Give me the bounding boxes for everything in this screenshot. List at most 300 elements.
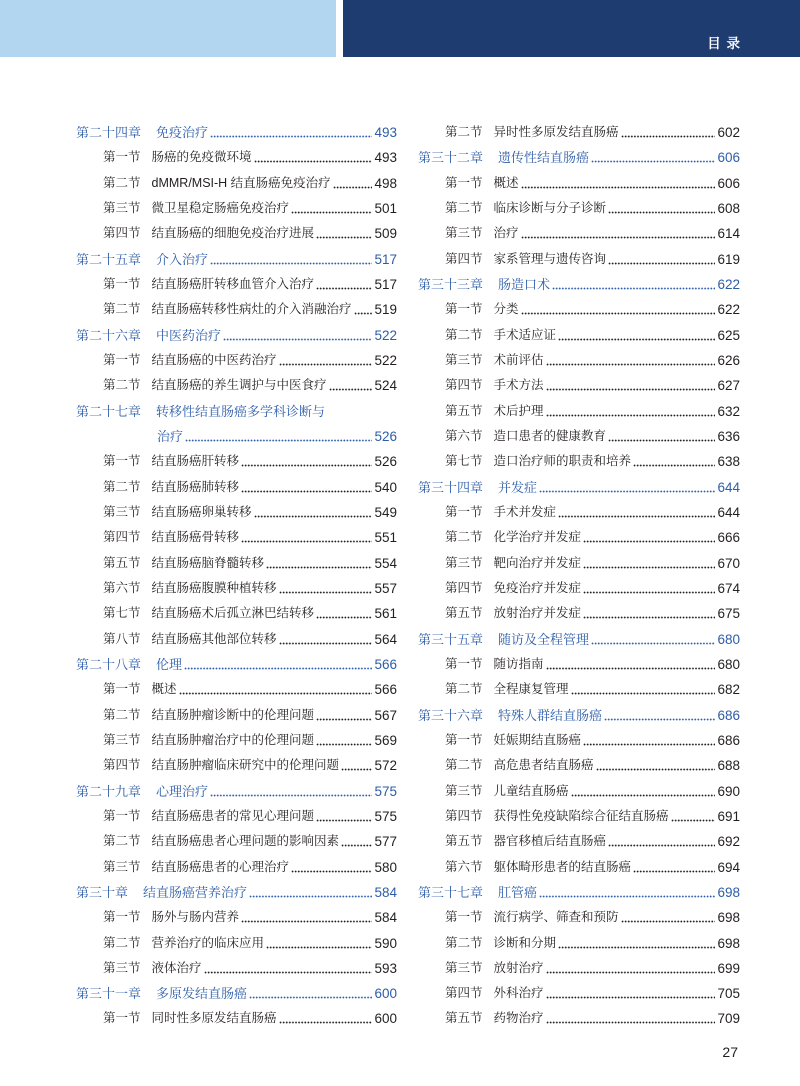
page-number: 691 [717,808,740,824]
chapter-title: 伦理 [156,656,183,672]
section-number: 第一节 [103,150,141,165]
section-title: 结直肠肿瘤临床研究中的伦理问题 [151,758,340,773]
page-number: 600 [374,1011,397,1027]
chapter-title: 并发症 [498,479,538,495]
dot-leader [608,829,715,854]
dot-leader [223,323,372,348]
dot-leader [546,348,716,373]
section-number: 第二节 [103,378,141,393]
section-entry [76,348,397,373]
chapter-title: 肠造口术 [498,276,551,292]
section-entry [76,956,397,981]
section-title: 器官移植后结直肠癌 [493,834,607,849]
chapter-title: 特殊人群结直肠癌 [498,707,603,723]
section-title: 肠癌的免疫微环境 [151,150,252,165]
section-title: 造口治疗师的职责和培养 [493,454,632,469]
dot-leader [279,348,373,373]
dot-leader [241,449,372,474]
section-number: 第七节 [445,454,483,469]
page-number: 688 [717,758,740,774]
section-number: 第五节 [445,403,483,418]
section-title: 化学治疗并发症 [493,530,582,545]
section-entry [418,247,740,272]
section-entry [76,525,397,550]
section-entry [418,449,740,474]
section-number: 第一节 [445,302,483,317]
section-entry [76,221,397,246]
section-title: 造口患者的健康教育 [493,428,607,443]
section-title: 药物治疗 [493,1011,544,1026]
section-entry [418,221,740,246]
dot-leader [266,551,372,576]
dot-leader [329,373,373,398]
section-number: 第四节 [445,251,483,266]
section-number: 第七节 [103,606,141,621]
page-number: 692 [717,834,740,850]
section-number: 第三节 [103,504,141,519]
dot-leader [241,475,372,500]
page-number: 622 [717,276,740,292]
page-number: 675 [717,606,740,622]
section-title: 结直肠癌患者的常见心理问题 [151,808,315,823]
section-entry [418,323,740,348]
section-entry [76,272,397,297]
page-number: 670 [717,555,740,571]
chapter-entry [76,399,397,424]
dot-leader [583,525,715,550]
section-number: 第一节 [103,808,141,823]
section-entry [418,652,740,677]
page-number: 686 [717,732,740,748]
chapter-number: 第三十六章 [418,707,484,723]
dot-leader [241,905,372,930]
toc-column-right [418,120,740,1032]
dot-leader [552,272,715,297]
section-title: 结直肠癌腹膜种植转移 [151,580,277,595]
section-number: 第二节 [103,175,141,190]
dot-leader [179,677,373,702]
section-number: 第五节 [103,555,141,570]
chapter-entry [76,779,397,804]
chapter-entry [76,323,397,348]
page-number: 699 [717,960,740,976]
page-number: 674 [717,580,740,596]
page-number: 540 [374,479,397,495]
dot-leader [621,905,716,930]
chapter-number: 第二十五章 [76,251,142,267]
section-entry [76,855,397,880]
dot-leader [241,525,372,550]
section-entry [418,931,740,956]
section-entry [76,728,397,753]
page-number: 698 [717,935,740,951]
section-title: 靶向治疗并发症 [493,555,582,570]
section-title: 结直肠癌肺转移 [151,479,240,494]
section-title: 术后护理 [493,403,544,418]
dot-leader [333,171,373,196]
section-number: 第二节 [445,935,483,950]
section-number: 第三节 [103,859,141,874]
section-number: 第四节 [445,986,483,1001]
section-number: 第一节 [445,732,483,747]
section-number: 第一节 [445,656,483,671]
toc-column-left [76,120,397,1032]
section-entry [76,627,397,652]
page-number: 666 [717,530,740,546]
section-title: 流行病学、筛查和预防 [493,910,619,925]
page-number: 636 [717,428,740,444]
section-title: 全程康复管理 [493,682,569,697]
page-number: 569 [374,732,397,748]
section-title: 同时性多原发结直肠癌 [151,1011,277,1026]
section-number: 第六节 [445,428,483,443]
section-entry [76,297,397,322]
chapter-entry [76,247,397,272]
dot-leader [633,855,715,880]
page-number: 593 [374,960,397,976]
section-number: 第一节 [103,352,141,367]
section-entry [76,145,397,170]
page-number: 590 [374,935,397,951]
section-entry [418,373,740,398]
chapter-number: 第三十二章 [418,150,484,166]
page-number: 644 [717,479,740,495]
dot-leader [608,247,715,272]
dot-leader [583,576,715,601]
dot-leader [185,424,372,449]
section-title: 结直肠癌的中医药治疗 [151,352,277,367]
page-number: 680 [717,656,740,672]
section-title: 外科治疗 [493,986,544,1001]
dot-leader [558,500,715,525]
section-number: 第四节 [445,580,483,595]
section-entry [76,196,397,221]
section-entry [418,196,740,221]
section-title: 结直肠癌其他部位转移 [151,631,277,646]
section-entry [76,905,397,930]
section-title: 异时性多原发结直肠癌 [493,125,619,139]
chapter-number: 第二十七章 [76,403,142,419]
section-title: 妊娠期结直肠癌 [493,732,582,747]
section-entry [76,703,397,728]
dot-leader [316,272,372,297]
section-title: 结直肠肿瘤诊断中的伦理问题 [151,707,315,722]
dot-leader [521,297,716,322]
section-title: 微卫星稳定肠癌免疫治疗 [151,200,290,215]
page-number: 566 [374,656,397,672]
page-folio: 27 [722,1044,738,1060]
dot-leader [291,855,372,880]
section-number: 第三节 [445,783,483,798]
chapter-entry [418,703,740,728]
page-number: 517 [374,276,397,292]
page-number: 625 [717,327,740,343]
chapter-title: 遗传性结直肠癌 [498,150,590,166]
chapter-entry [418,272,740,297]
section-title: 结直肠癌脑脊髓转移 [151,555,265,570]
section-entry [418,348,740,373]
page-number: 614 [717,226,740,242]
header-band-light [0,0,336,57]
section-number: 第四节 [445,808,483,823]
page-number: 644 [717,504,740,520]
chapter-entry [418,475,740,500]
dot-leader [184,652,372,677]
chapter-entry [418,627,740,652]
section-number: 第二节 [103,302,141,317]
section-number: 第二节 [445,327,483,342]
chapter-number: 第三十四章 [418,479,484,495]
page-number: 564 [374,631,397,647]
page-number: 509 [374,226,397,242]
section-title: 家系管理与遗传咨询 [493,251,607,266]
page-number: 517 [374,251,397,267]
page-number: 580 [374,859,397,875]
section-title: 放射治疗并发症 [493,606,582,621]
section-title: 分类 [493,302,519,317]
section-number: 第五节 [445,834,483,849]
dot-leader [354,297,373,322]
chapter-entry [418,880,740,905]
section-number: 第一节 [445,504,483,519]
section-title: 结直肠癌术后孤立淋巴结转移 [151,606,315,621]
chapter-title: 结直肠癌营养治疗 [143,884,248,900]
chapter-entry-continuation [76,424,397,449]
dot-leader [316,703,372,728]
section-number: 第三节 [103,732,141,747]
page-number: 557 [374,580,397,596]
section-title: 结直肠癌的细胞免疫治疗进展 [151,226,315,241]
dot-leader [546,652,716,677]
dot-leader [571,677,716,702]
dot-leader [521,221,716,246]
dot-leader [279,627,373,652]
dot-leader [279,1006,373,1031]
page-number: 519 [374,302,397,318]
section-number: 第二节 [103,707,141,722]
section-number: 第四节 [103,758,141,773]
section-entry [418,525,740,550]
page-number: 606 [717,175,740,191]
chapter-number: 第二十九章 [76,783,142,799]
dot-leader [591,627,715,652]
page-number: 575 [374,808,397,824]
section-entry [76,601,397,626]
section-entry [418,728,740,753]
section-number: 第五节 [445,1011,483,1026]
chapter-title: 转移性结直肠癌多学科诊断与 [156,403,326,419]
section-title: 术前评估 [493,352,544,367]
dot-leader [539,880,715,905]
section-number: 第三节 [103,960,141,975]
section-entry [418,779,740,804]
section-title: 结直肠癌的养生调护与中医食疗 [151,378,327,393]
section-number: 第一节 [445,910,483,925]
section-number: 第一节 [445,175,483,190]
chapter-number: 第三十一章 [76,986,142,1002]
section-title: 概述 [151,682,177,697]
section-entry [76,931,397,956]
dot-leader [254,500,373,525]
dot-leader [633,449,715,474]
section-title: 结直肠癌患者心理问题的影响因素 [151,834,340,849]
section-title: 概述 [493,175,519,190]
section-number: 第一节 [103,276,141,291]
page-number: 526 [374,428,397,444]
dot-leader [341,829,372,854]
section-title: 免疫治疗并发症 [493,580,582,595]
page-number: 690 [717,783,740,799]
section-number: 第二节 [103,935,141,950]
page-number: 493 [374,125,397,140]
section-entry [76,829,397,854]
section-entry [418,981,740,1006]
section-entry [76,677,397,702]
chapter-title: 肛管癌 [498,884,538,900]
section-entry [418,753,740,778]
dot-leader [546,1006,716,1031]
chapter-number: 第三十三章 [418,276,484,292]
section-entry [418,399,740,424]
page-number: 600 [374,986,397,1002]
page-number: 705 [717,986,740,1002]
chapter-number: 第三十五章 [418,631,484,647]
section-number: 第二节 [445,682,483,697]
page-number: 584 [374,884,397,900]
section-number: 第四节 [103,226,141,241]
dot-leader [249,880,372,905]
page-number: 575 [374,783,397,799]
chapter-entry [418,145,740,170]
section-entry [418,424,740,449]
section-number: 第三节 [445,226,483,241]
page-number: 698 [717,884,740,900]
page-number: 709 [717,1011,740,1027]
section-number: 第四节 [103,530,141,545]
page-number: 638 [717,454,740,470]
chapter-number: 第二十八章 [76,656,142,672]
dot-leader [621,120,716,145]
section-entry [76,449,397,474]
chapter-entry [76,880,397,905]
running-header-title: 目 录 [707,36,741,51]
section-entry [418,171,740,196]
dot-leader [210,779,372,804]
dot-leader [591,145,715,170]
page-number: 554 [374,555,397,571]
section-title: 获得性免疫缺陷综合征结直肠癌 [493,808,669,823]
section-number: 第一节 [103,682,141,697]
chapter-title: 免疫治疗 [156,125,209,140]
section-number: 第六节 [103,580,141,595]
section-title: 结直肠肿瘤治疗中的伦理问题 [151,732,315,747]
dot-leader [249,981,372,1006]
page-number: 606 [717,150,740,166]
chapter-entry [76,652,397,677]
dot-leader [583,728,715,753]
dot-leader [266,931,372,956]
section-title: 随访指南 [493,656,544,671]
section-number: 第二节 [445,200,483,215]
chapter-title: 心理治疗 [156,783,209,799]
page-number: 622 [717,302,740,318]
dot-leader [316,728,372,753]
dot-leader [291,196,372,221]
section-entry [76,1006,397,1031]
section-title: 临床诊断与分子诊断 [493,200,607,215]
page-number: 694 [717,859,740,875]
section-title: 液体治疗 [151,960,202,975]
dot-leader [546,373,716,398]
page-number: 632 [717,403,740,419]
section-entry [76,171,397,196]
page-number: 493 [374,150,397,166]
section-entry [418,551,740,576]
section-entry [418,1006,740,1031]
section-title: 高危患者结直肠癌 [493,758,594,773]
chapter-entry [76,120,397,145]
section-title: 躯体畸形患者的结直肠癌 [493,859,632,874]
dot-leader [671,804,716,829]
section-number: 第二节 [445,758,483,773]
page-number: 577 [374,834,397,850]
section-title: dMMR/MSI-H 结直肠癌免疫治疗 [151,175,331,190]
section-entry [76,500,397,525]
page-number: 602 [717,125,740,140]
section-number: 第一节 [103,1011,141,1026]
dot-leader [341,753,372,778]
dot-leader [521,171,716,196]
section-title: 肠外与肠内营养 [151,910,240,925]
section-title: 治疗 [493,226,519,241]
section-entry [418,855,740,880]
section-entry [418,956,740,981]
page-number: 567 [374,707,397,723]
section-title: 结直肠癌肝转移血管介入治疗 [151,276,315,291]
section-title: 儿童结直肠癌 [493,783,569,798]
page-number: 680 [717,631,740,647]
page-number: 608 [717,200,740,216]
section-number: 第二节 [445,125,483,139]
page-number: 522 [374,327,397,343]
section-entry [418,829,740,854]
section-title: 诊断和分期 [493,935,557,950]
page-number: 561 [374,606,397,622]
page-number: 549 [374,504,397,520]
dot-leader [596,753,716,778]
page-number: 526 [374,454,397,470]
section-entry [76,804,397,829]
section-entry [418,500,740,525]
dot-leader [546,399,716,424]
page-number: 682 [717,682,740,698]
chapter-title: 中医药治疗 [156,327,222,343]
section-title: 手术适应证 [493,327,557,342]
chapter-title: 多原发结直肠癌 [156,986,248,1002]
chapter-number: 第二十四章 [76,125,142,140]
section-title: 手术并发症 [493,504,557,519]
page-number: 686 [717,707,740,723]
dot-leader [558,323,715,348]
page-number: 522 [374,352,397,368]
page-number: 524 [374,378,397,394]
section-title: 营养治疗的临床应用 [151,935,265,950]
chapter-entry [76,981,397,1006]
dot-leader [608,424,715,449]
section-number: 第三节 [445,960,483,975]
dot-leader [316,221,372,246]
chapter-number: 第三十七章 [418,884,484,900]
